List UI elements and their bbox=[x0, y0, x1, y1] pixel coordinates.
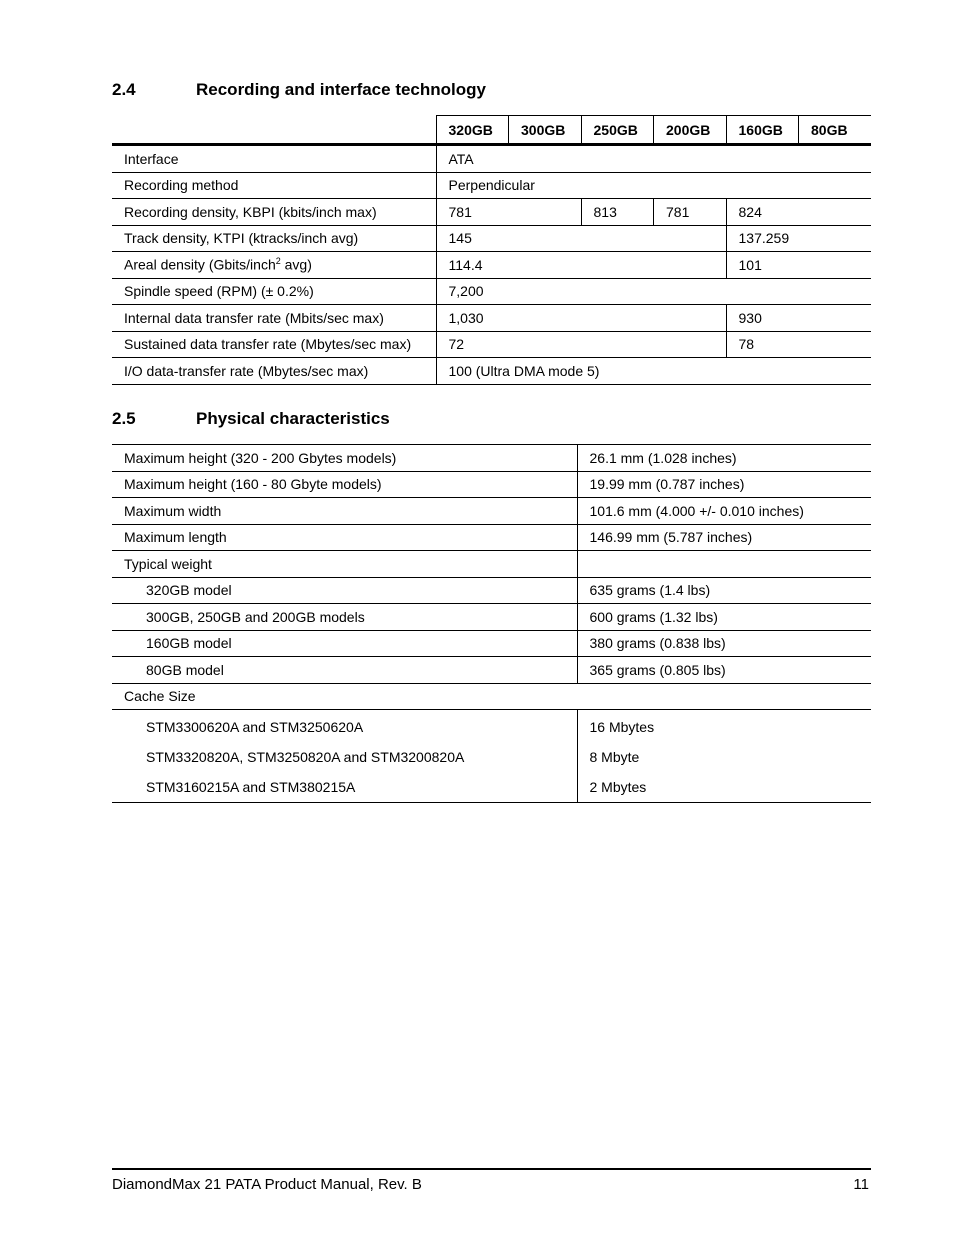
row-value: 8 Mbyte bbox=[577, 742, 871, 772]
physical-characteristics-table bbox=[112, 444, 871, 803]
row-value: 114.4 bbox=[436, 252, 726, 279]
row-label: Spindle speed (RPM) (± 0.2%) bbox=[112, 278, 436, 305]
section-number: 2.4 bbox=[112, 80, 136, 99]
table-row bbox=[112, 199, 871, 226]
table-row bbox=[112, 498, 871, 525]
row-value: 101 bbox=[726, 252, 871, 279]
header-cell: 200GB bbox=[654, 116, 727, 145]
table-row bbox=[112, 172, 871, 199]
table-row bbox=[112, 471, 871, 498]
table-row bbox=[112, 278, 871, 305]
row-label: 300GB, 250GB and 200GB models bbox=[112, 604, 577, 631]
row-label: STM3300620A and STM3250620A bbox=[146, 719, 364, 735]
section-title: Physical characteristics bbox=[196, 409, 390, 428]
row-value: 380 grams (0.838 lbs) bbox=[577, 630, 871, 657]
recording-interface-table bbox=[112, 115, 871, 385]
header-blank-cell bbox=[112, 116, 436, 145]
row-label: Interface bbox=[112, 145, 436, 173]
row-label: STM3320820A, STM3250820A and STM3200820A bbox=[146, 749, 465, 765]
header-cell: 160GB bbox=[726, 116, 799, 145]
table-row bbox=[112, 145, 871, 173]
row-label: Maximum length bbox=[112, 524, 577, 551]
table-row bbox=[112, 710, 871, 743]
row-label: Sustained data transfer rate (Mbytes/sec max) bbox=[112, 331, 436, 358]
row-label: Maximum width bbox=[112, 498, 577, 525]
row-value: Perpendicular bbox=[436, 172, 871, 199]
row-label: Track density, KTPI (ktracks/inch avg) bbox=[112, 225, 436, 252]
row-label: I/O data-transfer rate (Mbytes/sec max) bbox=[112, 358, 436, 385]
table-row bbox=[112, 551, 871, 578]
row-value: 2 Mbytes bbox=[577, 772, 871, 803]
row-label: Maximum height (320 - 200 Gbytes models) bbox=[112, 445, 577, 472]
row-value: 7,200 bbox=[436, 278, 871, 305]
table-row bbox=[112, 683, 871, 710]
row-value bbox=[577, 551, 871, 578]
row-label: Typical weight bbox=[112, 551, 577, 578]
table-row bbox=[112, 604, 871, 631]
row-value: 781 bbox=[436, 199, 581, 226]
table-row bbox=[112, 445, 871, 472]
row-label: 160GB model bbox=[112, 630, 577, 657]
table-row bbox=[112, 305, 871, 332]
row-value: 26.1 mm (1.028 inches) bbox=[577, 445, 871, 472]
row-value: ATA bbox=[436, 145, 871, 173]
table-row bbox=[112, 577, 871, 604]
table-row bbox=[112, 331, 871, 358]
row-label: 320GB model bbox=[112, 577, 577, 604]
table-row bbox=[112, 657, 871, 684]
row-value: 365 grams (0.805 lbs) bbox=[577, 657, 871, 684]
row-value: 635 grams (1.4 lbs) bbox=[577, 577, 871, 604]
section-heading-2-4 bbox=[112, 80, 486, 100]
row-label: STM3160215A and STM380215A bbox=[112, 772, 577, 803]
row-value: 19.99 mm (0.787 inches) bbox=[577, 471, 871, 498]
row-value: 813 bbox=[581, 199, 654, 226]
table-row bbox=[112, 358, 871, 385]
table-row bbox=[112, 252, 871, 279]
row-label bbox=[112, 252, 436, 279]
row-value: 72 bbox=[436, 331, 726, 358]
row-value: 781 bbox=[654, 199, 727, 226]
row-label: Recording density, KBPI (kbits/inch max) bbox=[112, 199, 436, 226]
footer-title: DiamondMax 21 PATA Product Manual, Rev. B bbox=[112, 1176, 422, 1193]
table-row bbox=[112, 772, 871, 803]
table-row bbox=[112, 630, 871, 657]
row-label: Internal data transfer rate (Mbits/sec max) bbox=[112, 305, 436, 332]
row-label-text: avg) bbox=[280, 257, 312, 274]
row-value: 100 (Ultra DMA mode 5) bbox=[436, 358, 871, 385]
row-value: 16 Mbytes bbox=[577, 710, 871, 743]
header-cell: 300GB bbox=[509, 116, 582, 145]
page-number: 11 bbox=[853, 1176, 869, 1193]
row-value: 146.99 mm (5.787 inches) bbox=[577, 524, 871, 551]
section-title: Recording and interface technology bbox=[196, 80, 486, 99]
row-value: 824 bbox=[726, 199, 871, 226]
row-label: 80GB model bbox=[112, 657, 577, 684]
table-row bbox=[112, 524, 871, 551]
row-value: 137.259 bbox=[726, 225, 871, 252]
table-row bbox=[112, 742, 871, 772]
row-label-text: Areal density (Gbits/inch bbox=[124, 257, 276, 274]
row-value: 78 bbox=[726, 331, 871, 358]
row-label: Recording method bbox=[112, 172, 436, 199]
header-cell: 80GB bbox=[799, 116, 872, 145]
row-value: 101.6 mm (4.000 +/- 0.010 inches) bbox=[577, 498, 871, 525]
row-value: 145 bbox=[436, 225, 726, 252]
row-label: Cache Size bbox=[112, 683, 871, 710]
row-label: Maximum height (160 - 80 Gbyte models) bbox=[112, 471, 577, 498]
row-value: 1,030 bbox=[436, 305, 726, 332]
row-value: 600 grams (1.32 lbs) bbox=[577, 604, 871, 631]
footer-divider bbox=[112, 1168, 871, 1170]
table-header-row bbox=[112, 116, 871, 145]
header-cell: 250GB bbox=[581, 116, 654, 145]
table-row bbox=[112, 225, 871, 252]
superscript: 2 bbox=[275, 256, 281, 267]
section-heading-2-5 bbox=[112, 409, 390, 429]
row-value: 930 bbox=[726, 305, 871, 332]
section-number: 2.5 bbox=[112, 409, 136, 428]
header-cell: 320GB bbox=[436, 116, 509, 145]
